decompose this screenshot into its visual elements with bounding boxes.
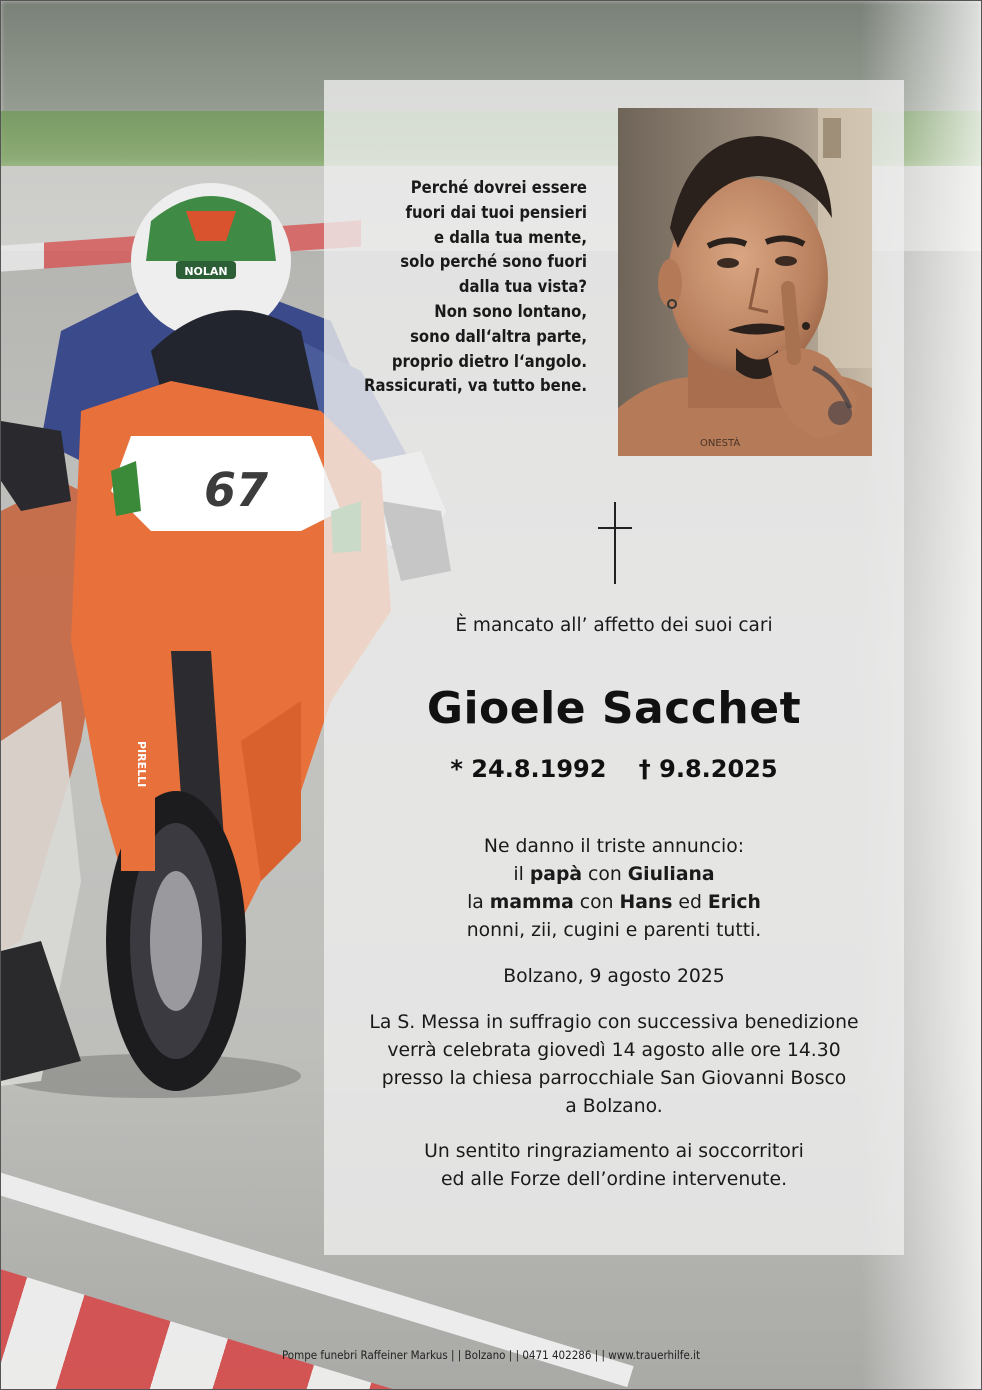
poem-line: sono dall‘altra parte,	[410, 326, 587, 346]
poem-line: fuori dai tuoi pensieri	[405, 202, 587, 222]
portrait-tattoo-text: ONESTÀ	[700, 438, 741, 449]
thanks-line: Un sentito ringraziamento ai soccorritori	[424, 1141, 804, 1162]
poem	[324, 176, 587, 399]
relative-name: Erich	[707, 892, 761, 913]
content-panel	[324, 80, 904, 1255]
text-fragment: ed	[672, 892, 708, 913]
deceased-name: Gioele Sacchet	[426, 683, 802, 734]
poem-line: dalla tua vista?	[458, 277, 587, 297]
life-dates	[324, 755, 904, 783]
poem-line: Rassicurati, va tutto bene.	[364, 376, 587, 396]
mass-line: presso la chiesa parrocchiale San Giovanni Bosco	[381, 1068, 847, 1089]
mass-line: La S. Messa in suffragio con successiva benedizione	[369, 1012, 859, 1033]
announcement-line: Ne danno il triste annuncio:	[483, 836, 745, 857]
race-number: 67	[203, 463, 269, 517]
thanks-text	[324, 1138, 904, 1194]
relative-name: Giuliana	[627, 864, 715, 885]
text-fragment: con	[582, 864, 628, 885]
text-fragment: la	[467, 892, 490, 913]
poem-line: solo perché sono fuori	[400, 252, 587, 272]
birth-date: * 24.8.1992	[450, 755, 607, 783]
thanks-line: ed alle Forze dell’ordine intervenute.	[440, 1169, 788, 1190]
poem-line: Perché dovrei essere	[410, 178, 587, 197]
relative-name: Hans	[619, 892, 673, 913]
text-fragment: con	[573, 892, 620, 913]
cross-icon	[598, 502, 632, 584]
death-date: † 9.8.2025	[638, 755, 778, 783]
mass-line: a Bolzano.	[565, 1096, 663, 1117]
mass-line: verrà celebrata giovedì 14 agosto alle ore 14.30	[387, 1040, 841, 1061]
announcement-line	[324, 889, 904, 917]
helmet-brand-label: NOLAN	[184, 265, 228, 278]
place-date: Bolzano, 9 agosto 2025	[503, 966, 725, 987]
poem-line: Non sono lontano,	[434, 301, 587, 321]
relative-role: papà	[529, 864, 583, 885]
mass-info	[324, 1009, 904, 1121]
announcement	[324, 833, 904, 945]
text-fragment: il	[513, 864, 530, 885]
tyre-brand-label: PIRELLI	[135, 741, 148, 788]
portrait-photo	[618, 108, 872, 456]
announcement-line: nonni, zii, cugini e parenti tutti.	[466, 920, 762, 941]
poem-line: e dalla tua mente,	[434, 227, 587, 247]
relative-role: mamma	[489, 892, 574, 913]
funeral-home-footer: Pompe funebri Raffeiner Markus | | Bolzano | | 0471 402286 | | www.trauerhilfe.it	[281, 1348, 701, 1362]
poem-line: proprio dietro l‘angolo.	[391, 351, 587, 371]
intro-text: È mancato all’ affetto dei suoi cari	[455, 615, 773, 636]
announcement-line	[324, 861, 904, 889]
